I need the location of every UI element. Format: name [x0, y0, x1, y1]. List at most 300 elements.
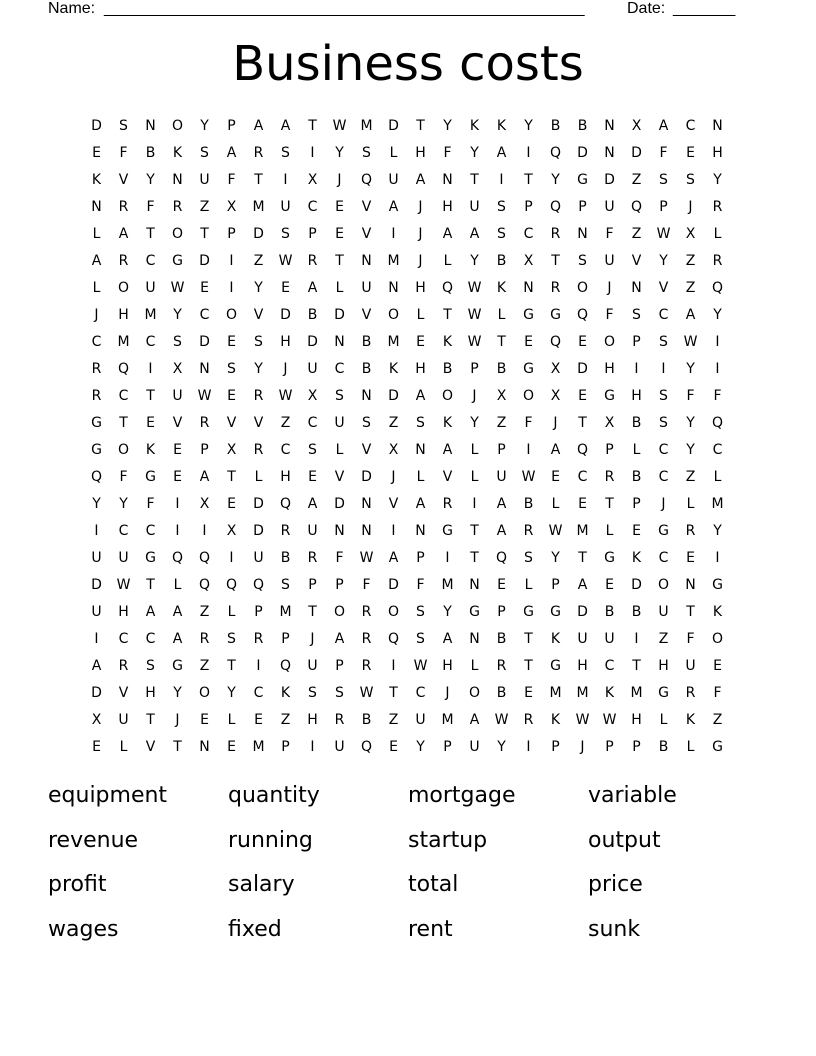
grid-cell: P	[308, 576, 317, 593]
grid-cell: A	[118, 225, 129, 242]
grid-cell: A	[145, 603, 156, 620]
grid-cell: H	[442, 198, 453, 215]
grid-cell: B	[631, 603, 642, 620]
grid-cell: U	[91, 549, 102, 566]
grid-cell: S	[308, 441, 317, 458]
grid-cell: O	[333, 603, 346, 620]
grid-cell: H	[631, 711, 642, 728]
grid-cell: S	[281, 144, 290, 161]
grid-cell: M	[387, 252, 400, 269]
grid-cell: L	[551, 495, 560, 512]
grid-cell: Z	[199, 198, 210, 215]
grid-cell: P	[632, 333, 641, 350]
grid-cell: Y	[227, 684, 236, 701]
grid-cell: M	[360, 117, 373, 134]
grid-cell: V	[361, 198, 372, 215]
grid-cell: N	[523, 279, 534, 296]
grid-cell: C	[145, 252, 156, 269]
grid-cell: A	[442, 225, 453, 242]
grid-cell: B	[280, 549, 291, 566]
grid-cell: D	[631, 144, 642, 161]
grid-cell: P	[497, 603, 506, 620]
grid-cell: I	[283, 171, 288, 188]
grid-cell: A	[577, 576, 588, 593]
grid-cell: O	[603, 333, 616, 350]
grid-cell: S	[578, 252, 587, 269]
word-list	[48, 778, 768, 956]
grid-cell: D	[91, 576, 102, 593]
grid-cell: R	[523, 711, 534, 728]
grid-cell: E	[632, 522, 641, 539]
grid-cell: N	[631, 279, 642, 296]
grid-cell: K	[172, 144, 183, 161]
grid-cell: Z	[631, 225, 642, 242]
grid-cell: E	[227, 387, 236, 404]
grid-cell: O	[441, 387, 454, 404]
grid-cell: D	[388, 387, 399, 404]
word-list-item: sunk	[588, 916, 641, 942]
grid-cell: S	[659, 171, 668, 188]
grid-cell: C	[199, 306, 210, 323]
grid-cell: Y	[92, 495, 101, 512]
grid-cell: N	[199, 738, 210, 755]
word-list-item: output	[588, 827, 661, 853]
grid-cell: G	[577, 171, 588, 188]
grid-cell: W	[467, 279, 482, 296]
grid-cell: E	[605, 576, 614, 593]
grid-cell: O	[576, 279, 589, 296]
grid-cell: L	[335, 441, 344, 458]
grid-cell: E	[254, 711, 263, 728]
grid-cell: J	[310, 630, 315, 647]
grid-cell: V	[658, 279, 669, 296]
grid-cell: K	[280, 684, 291, 701]
grid-cell: H	[712, 144, 723, 161]
grid-cell: T	[470, 522, 479, 539]
grid-cell: T	[497, 333, 506, 350]
grid-cell: A	[91, 252, 102, 269]
grid-cell: E	[416, 333, 425, 350]
grid-cell: U	[118, 549, 129, 566]
grid-cell: Q	[198, 576, 211, 593]
grid-cell: B	[577, 117, 588, 134]
grid-cell: L	[227, 711, 236, 728]
word-list-item: salary	[228, 872, 295, 897]
grid-cell: E	[578, 333, 587, 350]
grid-cell: W	[278, 387, 293, 404]
grid-cell: D	[577, 144, 588, 161]
grid-cell: C	[658, 549, 669, 566]
grid-cell: O	[117, 441, 130, 458]
grid-cell: N	[415, 441, 426, 458]
grid-cell: A	[496, 495, 507, 512]
grid-cell: R	[118, 198, 129, 215]
grid-cell: G	[550, 603, 561, 620]
grid-cell: Q	[360, 738, 373, 755]
grid-cell: Z	[280, 414, 291, 431]
grid-cell: N	[604, 144, 615, 161]
grid-cell: S	[497, 225, 506, 242]
grid-cell: G	[442, 522, 453, 539]
date-label: Date:	[627, 0, 666, 17]
grid-cell: B	[631, 468, 642, 485]
grid-cell: J	[688, 198, 693, 215]
grid-cell: Q	[576, 441, 589, 458]
grid-cell: Y	[443, 117, 452, 134]
grid-cell: Y	[686, 414, 695, 431]
grid-cell: G	[145, 468, 156, 485]
grid-cell: X	[631, 117, 642, 134]
grid-cell: I	[310, 738, 315, 755]
grid-cell: L	[416, 306, 425, 323]
grid-cell: K	[712, 603, 723, 620]
grid-cell: H	[280, 468, 291, 485]
grid-cell: O	[171, 225, 184, 242]
grid-cell: A	[496, 144, 507, 161]
grid-cell: B	[658, 738, 669, 755]
grid-cell: R	[685, 522, 696, 539]
grid-cell: K	[496, 279, 507, 296]
word-list-item: variable	[588, 783, 677, 808]
grid-cell: L	[443, 252, 452, 269]
grid-cell: Z	[280, 711, 291, 728]
grid-cell: A	[199, 468, 210, 485]
grid-cell: Y	[173, 306, 182, 323]
grid-cell: Q	[630, 198, 643, 215]
grid-cell: B	[496, 684, 507, 701]
grid-cell: Y	[551, 549, 560, 566]
grid-cell: Y	[416, 738, 425, 755]
grid-cell: N	[442, 171, 453, 188]
grid-cell: H	[415, 144, 426, 161]
grid-cell: M	[630, 684, 643, 701]
grid-cell: S	[659, 333, 668, 350]
grid-cell: Q	[225, 576, 238, 593]
grid-cell: Q	[549, 333, 562, 350]
grid-cell: T	[146, 387, 155, 404]
grid-cell: P	[227, 117, 236, 134]
grid-cell: B	[361, 711, 372, 728]
grid-cell: G	[172, 252, 183, 269]
grid-cell: P	[308, 225, 317, 242]
grid-cell: R	[118, 657, 129, 674]
grid-cell: S	[227, 360, 236, 377]
grid-cell: U	[145, 279, 156, 296]
grid-cell: U	[307, 657, 318, 674]
grid-cell: T	[470, 171, 479, 188]
grid-cell: L	[92, 225, 101, 242]
grid-cell: G	[604, 387, 615, 404]
grid-cell: W	[602, 711, 617, 728]
grid-cell: Z	[199, 657, 210, 674]
grid-cell: S	[497, 198, 506, 215]
grid-cell: A	[307, 279, 318, 296]
grid-cell: A	[388, 549, 399, 566]
grid-cell: E	[92, 738, 101, 755]
grid-cell: P	[335, 576, 344, 593]
grid-cell: Z	[658, 630, 669, 647]
grid-cell: N	[415, 522, 426, 539]
grid-cell: R	[307, 252, 318, 269]
grid-cell: S	[281, 225, 290, 242]
grid-cell: L	[470, 657, 479, 674]
grid-cell: M	[576, 522, 589, 539]
grid-cell: E	[524, 684, 533, 701]
grid-cell: U	[604, 198, 615, 215]
grid-cell: D	[334, 306, 345, 323]
grid-cell: R	[253, 387, 264, 404]
grid-cell: V	[361, 441, 372, 458]
grid-cell: W	[521, 468, 536, 485]
grid-cell: B	[361, 360, 372, 377]
grid-cell: E	[686, 549, 695, 566]
grid-cell: E	[551, 468, 560, 485]
grid-cell: W	[575, 711, 590, 728]
grid-cell: B	[145, 144, 156, 161]
grid-cell: N	[172, 171, 183, 188]
grid-cell: R	[91, 360, 102, 377]
grid-cell: E	[578, 387, 587, 404]
grid-cell: I	[715, 333, 720, 350]
grid-cell: R	[307, 549, 318, 566]
grid-cell: L	[605, 522, 614, 539]
grid-cell: Q	[711, 414, 724, 431]
grid-cell: Z	[685, 279, 696, 296]
grid-cell: D	[253, 522, 264, 539]
grid-cell: N	[334, 333, 345, 350]
grid-cell: B	[307, 306, 318, 323]
grid-cell: Z	[712, 711, 723, 728]
grid-cell: P	[443, 738, 452, 755]
grid-cell: L	[173, 576, 182, 593]
grid-cell: X	[307, 387, 318, 404]
grid-cell: N	[604, 117, 615, 134]
grid-cell: C	[604, 657, 615, 674]
grid-cell: C	[658, 468, 669, 485]
grid-cell: C	[685, 117, 696, 134]
grid-cell: X	[388, 441, 399, 458]
grid-cell: L	[254, 468, 263, 485]
grid-cell: I	[94, 522, 99, 539]
grid-cell: S	[308, 684, 317, 701]
grid-cell: Q	[117, 360, 130, 377]
grid-cell: R	[496, 657, 507, 674]
grid-cell: P	[416, 549, 425, 566]
grid-cell: V	[145, 738, 156, 755]
grid-cell: W	[494, 711, 509, 728]
grid-cell: E	[308, 468, 317, 485]
grid-cell: U	[496, 468, 507, 485]
grid-cell: S	[173, 333, 182, 350]
grid-cell: C	[658, 306, 669, 323]
grid-cell: V	[631, 252, 642, 269]
grid-cell: F	[227, 171, 236, 188]
grid-cell: D	[91, 684, 102, 701]
grid-cell: X	[523, 252, 534, 269]
grid-cell: A	[685, 306, 696, 323]
grid-cell: Y	[254, 279, 263, 296]
grid-cell: U	[307, 360, 318, 377]
grid-cell: Q	[576, 306, 589, 323]
date-blank: _______	[673, 0, 736, 17]
grid-cell: C	[280, 441, 291, 458]
grid-cell: H	[415, 360, 426, 377]
grid-cell: Y	[146, 171, 155, 188]
page-title: Business costs	[232, 36, 584, 92]
grid-cell: X	[685, 225, 696, 242]
grid-cell: A	[172, 603, 183, 620]
grid-cell: I	[715, 360, 720, 377]
grid-cell: T	[578, 549, 587, 566]
grid-cell: U	[118, 711, 129, 728]
grid-cell: F	[605, 306, 614, 323]
grid-cell: L	[713, 225, 722, 242]
grid-cell: M	[711, 495, 724, 512]
word-list-item: quantity	[228, 783, 320, 808]
grid-cell: L	[416, 468, 425, 485]
grid-cell: G	[523, 306, 534, 323]
grid-cell: V	[442, 468, 453, 485]
grid-cell: T	[308, 603, 317, 620]
grid-cell: T	[605, 495, 614, 512]
grid-cell: I	[148, 360, 153, 377]
grid-cell: M	[279, 603, 292, 620]
grid-cell: Q	[711, 279, 724, 296]
grid-cell: G	[469, 603, 480, 620]
grid-cell: Q	[279, 657, 292, 674]
grid-cell: R	[550, 279, 561, 296]
grid-cell: G	[91, 414, 102, 431]
grid-cell: Y	[713, 306, 722, 323]
grid-cell: A	[253, 117, 264, 134]
grid-cell: D	[577, 360, 588, 377]
grid-cell: D	[577, 603, 588, 620]
grid-cell: U	[253, 549, 264, 566]
grid-cell: W	[332, 117, 347, 134]
grid-cell: Y	[470, 252, 479, 269]
grid-cell: R	[604, 468, 615, 485]
grid-cell: G	[91, 441, 102, 458]
grid-cell: T	[146, 576, 155, 593]
grid-cell: O	[522, 387, 535, 404]
grid-cell: G	[172, 657, 183, 674]
grid-cell: G	[550, 657, 561, 674]
grid-cell: W	[359, 684, 374, 701]
grid-cell: T	[632, 657, 641, 674]
header-line	[48, 0, 748, 20]
grid-cell: C	[118, 387, 129, 404]
grid-cell: N	[685, 576, 696, 593]
grid-cell: H	[118, 603, 129, 620]
grid-cell: I	[472, 495, 477, 512]
grid-cell: C	[145, 333, 156, 350]
grid-cell: A	[442, 630, 453, 647]
grid-cell: E	[227, 495, 236, 512]
grid-cell: Q	[360, 171, 373, 188]
grid-cell: M	[252, 738, 265, 755]
grid-cell: J	[94, 306, 99, 323]
grid-cell: P	[659, 198, 668, 215]
grid-cell: F	[146, 198, 155, 215]
grid-cell: A	[388, 198, 399, 215]
grid-cell: F	[146, 495, 155, 512]
grid-cell: G	[712, 738, 723, 755]
grid-cell: N	[469, 630, 480, 647]
grid-cell: E	[281, 279, 290, 296]
grid-cell: U	[469, 738, 480, 755]
grid-cell: S	[416, 603, 425, 620]
grid-cell: S	[281, 576, 290, 593]
grid-cell: F	[335, 549, 344, 566]
grid-cell: P	[227, 225, 236, 242]
grid-cell: W	[656, 225, 671, 242]
grid-cell: A	[307, 495, 318, 512]
grid-cell: R	[523, 522, 534, 539]
grid-cell: P	[551, 576, 560, 593]
grid-cell: E	[497, 576, 506, 593]
grid-cell: R	[280, 522, 291, 539]
grid-cell: U	[307, 522, 318, 539]
grid-cell: Q	[171, 549, 184, 566]
word-list-item: startup	[408, 827, 488, 853]
grid-cell: W	[467, 333, 482, 350]
grid-cell: P	[470, 360, 479, 377]
grid-cell: Q	[198, 549, 211, 566]
grid-cell: C	[145, 522, 156, 539]
grid-cell: B	[361, 333, 372, 350]
grid-cell: C	[577, 468, 588, 485]
grid-cell: D	[253, 495, 264, 512]
grid-cell: F	[713, 387, 722, 404]
grid-cell: U	[658, 603, 669, 620]
grid-cell: C	[307, 198, 318, 215]
grid-cell: J	[445, 684, 450, 701]
grid-cell: A	[469, 711, 480, 728]
grid-cell: T	[308, 117, 317, 134]
grid-cell: S	[362, 414, 371, 431]
grid-cell: Z	[199, 603, 210, 620]
grid-cell: N	[388, 279, 399, 296]
grid-cell: M	[441, 576, 454, 593]
grid-cell: C	[145, 630, 156, 647]
grid-cell: N	[361, 387, 372, 404]
grid-cell: D	[361, 468, 372, 485]
grid-cell: R	[172, 198, 183, 215]
grid-cell: X	[226, 522, 237, 539]
grid-cell: I	[391, 522, 396, 539]
grid-cell: C	[253, 684, 264, 701]
grid-cell: I	[391, 225, 396, 242]
grid-cell: H	[307, 711, 318, 728]
grid-cell: T	[524, 630, 533, 647]
grid-cell: T	[389, 684, 398, 701]
grid-cell: J	[175, 711, 180, 728]
grid-cell: S	[200, 144, 209, 161]
grid-cell: R	[685, 684, 696, 701]
grid-cell: H	[118, 306, 129, 323]
grid-cell: E	[686, 144, 695, 161]
grid-cell: V	[334, 468, 345, 485]
grid-cell: K	[496, 117, 507, 134]
grid-cell: I	[634, 360, 639, 377]
grid-cell: A	[415, 171, 426, 188]
grid-cell: V	[361, 225, 372, 242]
grid-cell: R	[334, 711, 345, 728]
grid-cell: P	[254, 603, 263, 620]
grid-cell: R	[199, 630, 210, 647]
grid-cell: N	[334, 522, 345, 539]
grid-cell: N	[199, 360, 210, 377]
